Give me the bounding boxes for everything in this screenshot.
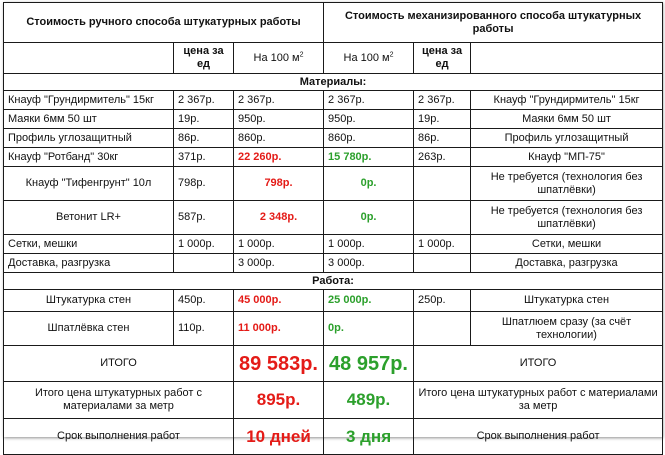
material-name: Доставка, разгрузка: [4, 254, 174, 273]
work-price: 450р.: [174, 290, 234, 312]
column-header-row: [4, 43, 663, 74]
mech-material-name: Маяки 6мм 50 шт: [471, 110, 663, 129]
material-per100: 1 000р.: [234, 235, 324, 254]
material-name: Кнауф "Тифенгрунт" 10л: [4, 167, 174, 201]
material-name: Ветонит LR+: [4, 201, 174, 235]
mech-material-per100: 860р.: [324, 129, 414, 148]
mech-work-price: [414, 312, 471, 346]
material-price: [174, 254, 234, 273]
material-per100: 860р.: [234, 129, 324, 148]
material-price: 371р.: [174, 148, 234, 167]
mech-material-per100: 15 780р.: [324, 148, 414, 167]
per-meter-mech: 489р.: [324, 382, 414, 419]
mech-material-price: 86р.: [414, 129, 471, 148]
table-row: [4, 167, 663, 201]
empty-header-cell: [4, 43, 174, 74]
table-row: [4, 312, 663, 346]
materials-section-title: Материалы:: [4, 74, 663, 91]
square-superscript: 2: [299, 50, 304, 58]
material-per100: 3 000р.: [234, 254, 324, 273]
material-name: Кнауф "Ротбанд" 30кг: [4, 148, 174, 167]
per-meter-row: [4, 382, 663, 419]
mech-per-meter-label: Итого цена штукатурных работ с материалами за метр: [414, 382, 663, 419]
material-price: 2 367р.: [174, 91, 234, 110]
material-price: 19р.: [174, 110, 234, 129]
empty-mech-header-cell: [471, 43, 663, 74]
term-label: Срок выполнения работ: [4, 419, 234, 455]
per100-label: На 100 м: [253, 51, 300, 64]
mech-material-per100: 0р.: [324, 167, 414, 201]
unit-price-header: цена за ед: [174, 43, 234, 74]
mech-term-label: Срок выполнения работ: [414, 419, 663, 455]
material-name: Профиль углозащитный: [4, 129, 174, 148]
table-row: [4, 290, 663, 312]
mech-material-price: 2 367р.: [414, 91, 471, 110]
mech-material-per100: 3 000р.: [324, 254, 414, 273]
table-row: [4, 110, 663, 129]
material-name: Сетки, мешки: [4, 235, 174, 254]
mech-material-name: Не требуется (технология без шпатлёвки): [471, 167, 663, 201]
material-per100: 798р.: [234, 167, 324, 201]
work-section-title: Работа:: [4, 273, 663, 290]
mech-material-per100: 2 367р.: [324, 91, 414, 110]
mech-work-per100: 0р.: [324, 312, 414, 346]
per-meter-label: Итого цена штукатурных работ с материалами за метр: [4, 382, 234, 419]
work-price: 110р.: [174, 312, 234, 346]
material-price: 86р.: [174, 129, 234, 148]
mech-per100-header: [324, 43, 414, 74]
mech-work-name: Шпатлюем сразу (за счёт технологии): [471, 312, 663, 346]
mech-material-per100: 0р.: [324, 201, 414, 235]
mech-material-price: 1 000р.: [414, 235, 471, 254]
term-mech: 3 дня: [324, 419, 414, 455]
material-per100: 2 367р.: [234, 91, 324, 110]
mech-material-name: Кнауф "МП-75": [471, 148, 663, 167]
mech-material-name: Кнауф "Грундирмитель" 15кг: [471, 91, 663, 110]
mech-material-name: Сетки, мешки: [471, 235, 663, 254]
mech-material-per100: 950р.: [324, 110, 414, 129]
material-per100: 22 260р.: [234, 148, 324, 167]
work-section-row: [4, 273, 663, 290]
total-mech: 48 957р.: [324, 346, 414, 382]
table-row: [4, 129, 663, 148]
price-comparison-table-frame: [3, 2, 662, 446]
mech-work-price: 250р.: [414, 290, 471, 312]
price-comparison-table: [3, 2, 663, 455]
table-row: [4, 254, 663, 273]
mech-square-superscript: 2: [389, 50, 394, 58]
term-manual: 10 дней: [234, 419, 324, 455]
title-row: [4, 3, 663, 43]
table-row: [4, 235, 663, 254]
total-row: [4, 346, 663, 382]
mech-material-name: Профиль углозащитный: [471, 129, 663, 148]
mech-material-price: 19р.: [414, 110, 471, 129]
mech-work-name: Штукатурка стен: [471, 290, 663, 312]
mech-material-price: [414, 167, 471, 201]
work-name: Шпатлёвка стен: [4, 312, 174, 346]
mech-unit-price-header: цена за ед: [414, 43, 471, 74]
material-price: 798р.: [174, 167, 234, 201]
table-row: [4, 201, 663, 235]
material-price: 1 000р.: [174, 235, 234, 254]
per100-header: [234, 43, 324, 74]
mech-material-name: Не требуется (технология без шпатлёвки): [471, 201, 663, 235]
mech-work-per100: 25 000р.: [324, 290, 414, 312]
per-meter-manual: 895р.: [234, 382, 324, 419]
term-row: [4, 419, 663, 455]
mech-material-price: [414, 201, 471, 235]
materials-section-row: [4, 74, 663, 91]
material-price: 587р.: [174, 201, 234, 235]
work-per100: 11 000р.: [234, 312, 324, 346]
mech-material-name: Доставка, разгрузка: [471, 254, 663, 273]
mech-per100-label: На 100 м: [343, 51, 390, 64]
mech-header: Стоимость механизированного способа штукатурных работы: [324, 3, 663, 43]
mech-material-per100: 1 000р.: [324, 235, 414, 254]
mech-material-price: [414, 254, 471, 273]
table-row: [4, 91, 663, 110]
mech-total-label: ИТОГО: [414, 346, 663, 382]
work-per100: 45 000р.: [234, 290, 324, 312]
material-name: Кнауф "Грундирмитель" 15кг: [4, 91, 174, 110]
material-per100: 950р.: [234, 110, 324, 129]
total-label: ИТОГО: [4, 346, 234, 382]
work-name: Штукатурка стен: [4, 290, 174, 312]
material-name: Маяки 6мм 50 шт: [4, 110, 174, 129]
mech-material-price: 263р.: [414, 148, 471, 167]
manual-header: Стоимость ручного способа штукатурных работы: [4, 3, 324, 43]
total-manual: 89 583р.: [234, 346, 324, 382]
material-per100: 2 348р.: [234, 201, 324, 235]
table-row: [4, 148, 663, 167]
